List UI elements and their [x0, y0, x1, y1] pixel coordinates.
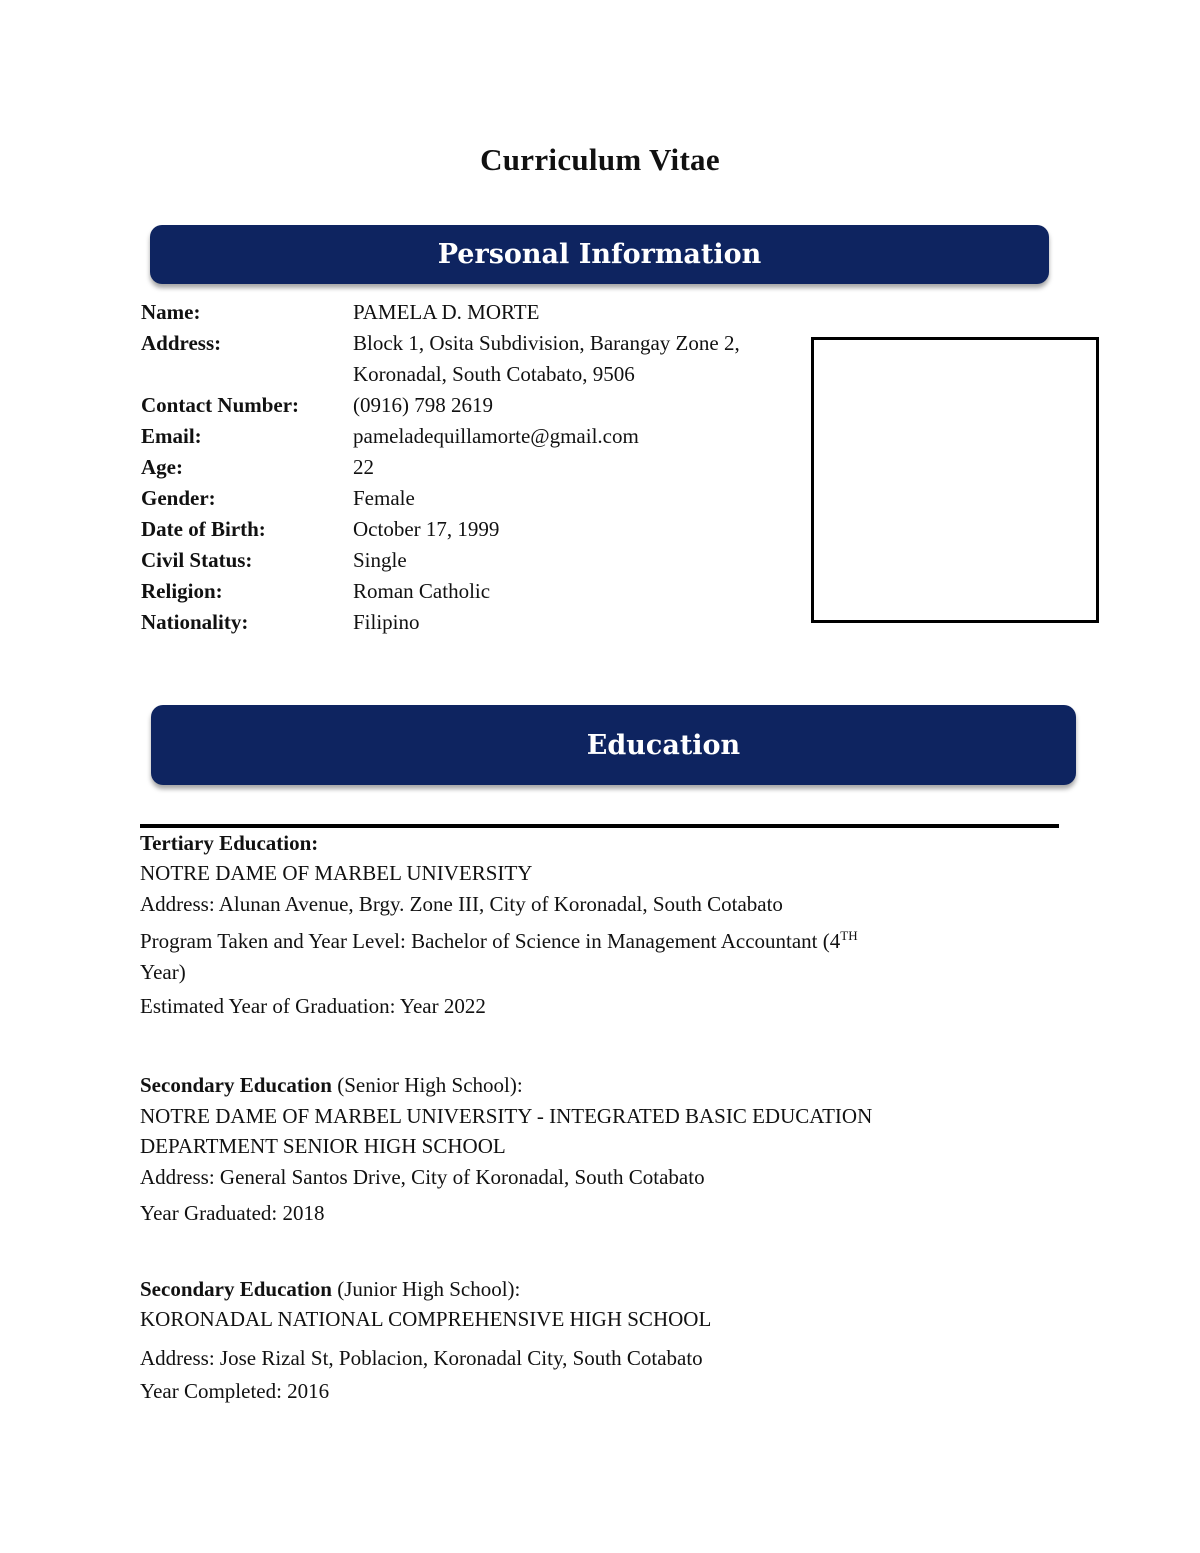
info-label: Gender:: [141, 486, 216, 510]
tertiary-address: Address: Alunan Avenue, Brgy. Zone III, City of Koronadal, South Cotabato: [140, 892, 783, 916]
photo-placeholder: [811, 337, 1099, 623]
section-header-education: [151, 705, 1076, 785]
info-label: Contact Number:: [141, 393, 300, 417]
program-text: Program Taken and Year Level: Bachelor of Science in Management Accountant (4: [140, 929, 841, 953]
program-superscript: TH: [840, 928, 858, 943]
tertiary-program-continued: Year): [140, 960, 186, 984]
junior-high-year: Year Completed: 2016: [140, 1379, 330, 1403]
heading-bold: Secondary Education: [140, 1277, 332, 1301]
info-value: Female: [353, 486, 415, 510]
info-value: Block 1, Osita Subdivision, Barangay Zone 2,: [353, 331, 740, 355]
info-label: Religion:: [141, 579, 223, 603]
senior-high-address: Address: General Santos Drive, City of Koronadal, South Cotabato: [140, 1165, 705, 1189]
info-value: (0916) 798 2619: [353, 393, 493, 417]
tertiary-program: [140, 926, 858, 956]
info-label: Name:: [141, 300, 201, 324]
section-header-label: Education: [586, 729, 741, 761]
junior-high-heading: [140, 1274, 520, 1304]
document-title: Curriculum Vitae: [480, 142, 720, 177]
info-label: Address:: [141, 331, 222, 355]
info-value: Roman Catholic: [353, 579, 491, 603]
info-value: pameladequillamorte@gmail.com: [353, 424, 639, 448]
info-value: Koronadal, South Cotabato, 9506: [353, 362, 635, 386]
junior-high-school: KORONADAL NATIONAL COMPREHENSIVE HIGH SCHOOL: [140, 1307, 712, 1331]
junior-high-address: Address: Jose Rizal St, Poblacion, Koronadal City, South Cotabato: [140, 1346, 703, 1370]
heading-rest: (Junior High School):: [331, 1277, 521, 1301]
senior-high-year: Year Graduated: 2018: [140, 1201, 325, 1225]
section-header-personal-information: [150, 225, 1049, 284]
info-value: Filipino: [353, 610, 420, 634]
info-label: Age:: [141, 455, 183, 479]
senior-high-school-continued: DEPARTMENT SENIOR HIGH SCHOOL: [140, 1134, 506, 1158]
info-value: 22: [353, 455, 374, 479]
info-label: Civil Status:: [141, 548, 253, 572]
heading-rest: (Senior High School):: [331, 1073, 523, 1097]
info-label: Email:: [141, 424, 202, 448]
tertiary-school: NOTRE DAME OF MARBEL UNIVERSITY: [140, 861, 533, 885]
info-value: October 17, 1999: [353, 517, 500, 541]
tertiary-heading: Tertiary Education:: [140, 831, 319, 855]
senior-high-heading: [140, 1070, 523, 1100]
info-label: Nationality:: [141, 610, 249, 634]
info-value: Single: [353, 548, 407, 572]
heading-bold: Secondary Education: [140, 1073, 332, 1097]
tertiary-graduation: Estimated Year of Graduation: Year 2022: [140, 994, 486, 1018]
info-label: Date of Birth:: [141, 517, 266, 541]
senior-high-school: NOTRE DAME OF MARBEL UNIVERSITY - INTEGRATED BASIC EDUCATION: [140, 1104, 873, 1128]
section-header-label: Personal Information: [437, 239, 762, 270]
info-value: PAMELA D. MORTE: [353, 300, 540, 324]
